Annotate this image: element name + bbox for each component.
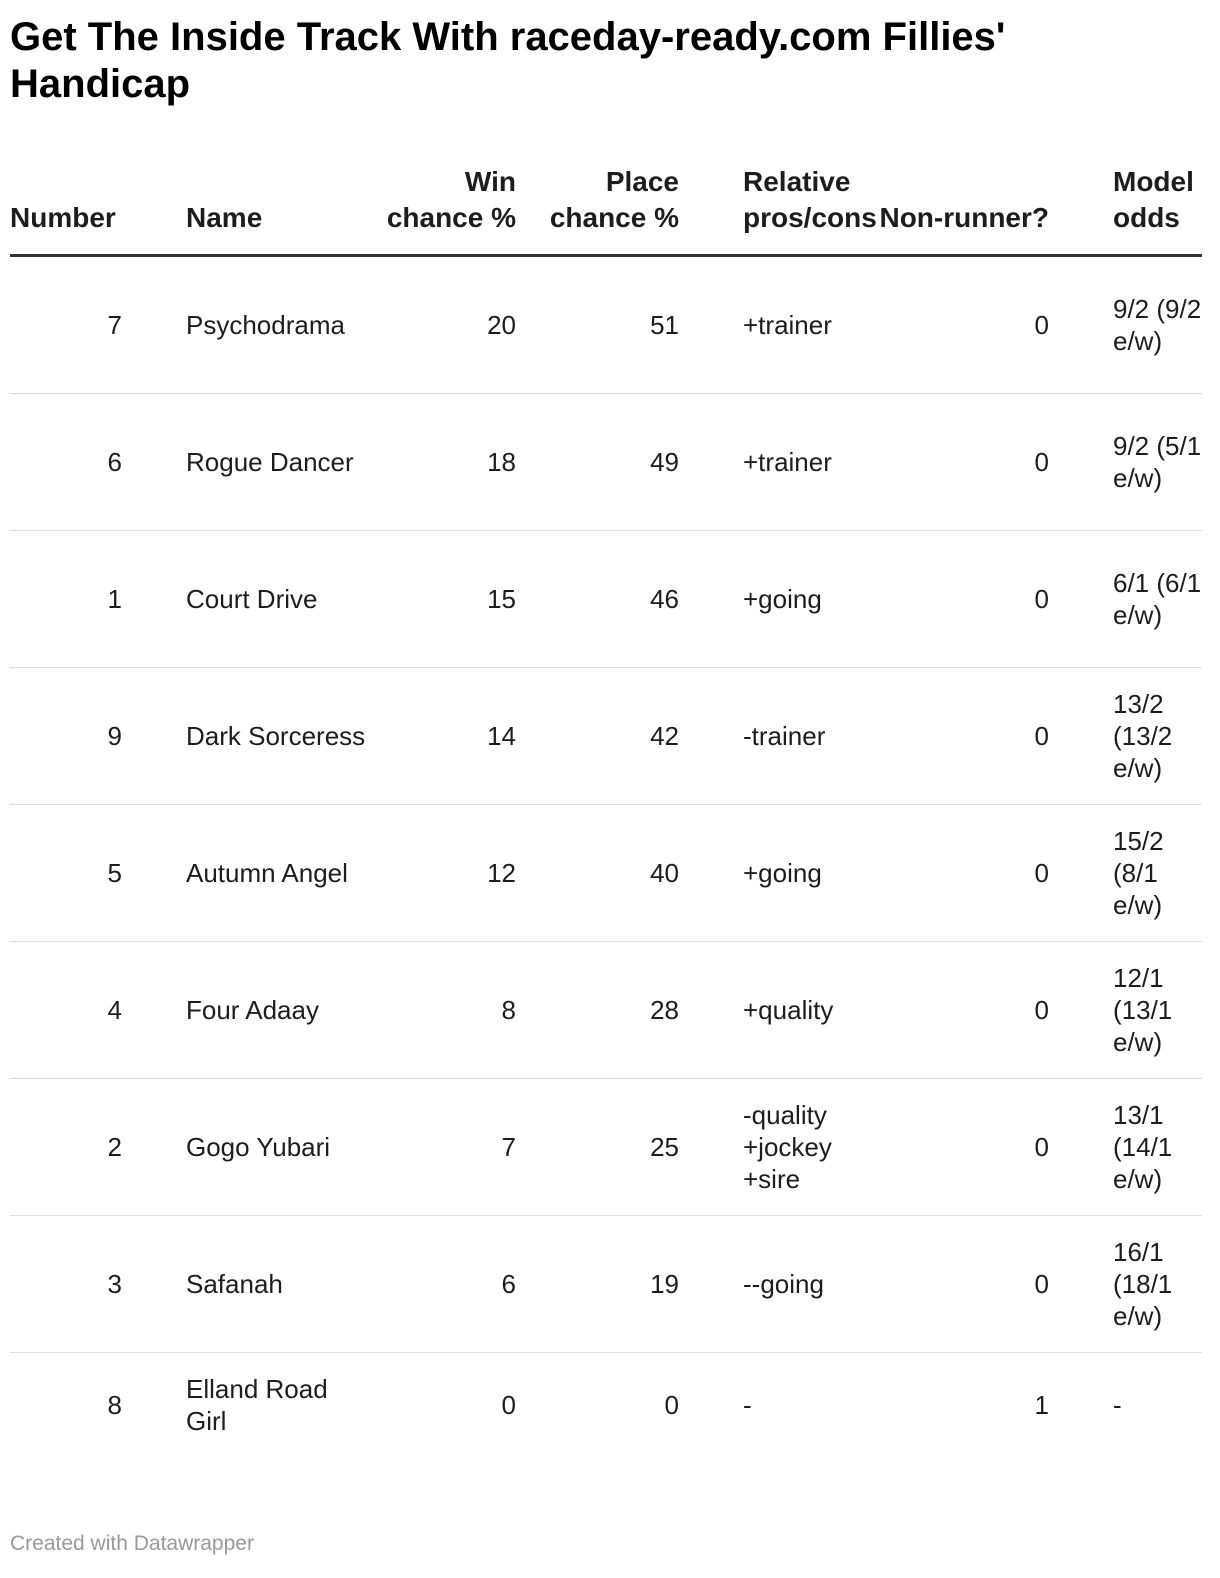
- cell-non-runner-text: 0: [1034, 1132, 1049, 1162]
- cell-name-text: Dark Sorceress: [186, 721, 366, 751]
- cell-model-odds: [1049, 1216, 1202, 1353]
- cell-model-odds: [1049, 805, 1202, 942]
- cell-number: [10, 1216, 176, 1353]
- cell-pros-cons-text: +quality: [743, 995, 834, 1025]
- cell-place-chance: [516, 942, 679, 1079]
- cell-pros-cons-text: -: [743, 1390, 752, 1420]
- column-header-pros-cons[interactable]: Relative pros/cons: [679, 150, 879, 256]
- cell-name-text: Elland Road Girl: [186, 1374, 328, 1436]
- cell-pros-cons: [679, 256, 879, 394]
- cell-win-chance: [366, 1216, 516, 1353]
- cell-non-runner-text: 0: [1034, 858, 1049, 888]
- column-header-model-odds[interactable]: Model odds: [1049, 150, 1202, 256]
- cell-place-chance-text: 0: [664, 1390, 679, 1420]
- cell-model-odds-text: 6/1 (6/1 e/w): [1113, 568, 1202, 630]
- cell-name-text: Court Drive: [186, 584, 318, 614]
- cell-win-chance: [366, 668, 516, 805]
- cell-number-text: 7: [107, 310, 122, 340]
- cell-pros-cons-text: +going: [743, 858, 822, 888]
- cell-place-chance-text: 28: [650, 995, 679, 1025]
- cell-model-odds: [1049, 531, 1202, 668]
- cell-name-text: Autumn Angel: [186, 858, 348, 888]
- cell-non-runner: [879, 394, 1049, 531]
- column-header-win-chance[interactable]: Win chance %: [366, 150, 516, 256]
- cell-number: [10, 1079, 176, 1216]
- cell-non-runner-text: 1: [1034, 1390, 1049, 1420]
- cell-win-chance: [366, 256, 516, 394]
- table-row: [10, 668, 1202, 805]
- cell-model-odds: [1049, 394, 1202, 531]
- table-row: [10, 1079, 1202, 1216]
- cell-win-chance: [366, 394, 516, 531]
- cell-model-odds-text: 16/1 (18/1 e/w): [1113, 1237, 1173, 1331]
- cell-non-runner: [879, 1353, 1049, 1458]
- table-row: [10, 256, 1202, 394]
- cell-win-chance-text: 18: [487, 447, 516, 477]
- cell-win-chance: [366, 1079, 516, 1216]
- cell-pros-cons: [679, 1216, 879, 1353]
- cell-name: [176, 1079, 366, 1216]
- cell-number: [10, 256, 176, 394]
- cell-name-text: Psychodrama: [186, 310, 345, 340]
- footer-credit: Created with Datawrapper: [10, 1532, 254, 1555]
- table-row: [10, 394, 1202, 531]
- cell-pros-cons-text: +trainer: [743, 310, 832, 340]
- cell-place-chance: [516, 256, 679, 394]
- cell-place-chance-text: 19: [650, 1269, 679, 1299]
- cell-number-text: 4: [107, 995, 122, 1025]
- cell-non-runner: [879, 1216, 1049, 1353]
- cell-place-chance-text: 40: [650, 858, 679, 888]
- cell-name-text: Rogue Dancer: [186, 447, 354, 477]
- cell-place-chance-text: 51: [650, 310, 679, 340]
- cell-pros-cons-text: +trainer: [743, 447, 832, 477]
- cell-model-odds: [1049, 668, 1202, 805]
- cell-name-text: Gogo Yubari: [186, 1132, 331, 1162]
- cell-model-odds: [1049, 942, 1202, 1079]
- cell-pros-cons: [679, 668, 879, 805]
- cell-win-chance-text: 8: [501, 995, 516, 1025]
- data-table: [10, 150, 1202, 1457]
- cell-number-text: 3: [107, 1269, 122, 1299]
- cell-number-text: 2: [107, 1132, 122, 1162]
- table-row: [10, 1353, 1202, 1458]
- cell-name: [176, 256, 366, 394]
- cell-number: [10, 394, 176, 531]
- cell-name-text: Safanah: [186, 1269, 283, 1299]
- cell-non-runner-text: 0: [1034, 447, 1049, 477]
- cell-model-odds-text: 15/2 (8/1 e/w): [1113, 826, 1164, 920]
- cell-place-chance: [516, 1079, 679, 1216]
- cell-non-runner: [879, 668, 1049, 805]
- cell-pros-cons: [679, 942, 879, 1079]
- cell-model-odds-text: 13/2 (13/2 e/w): [1113, 689, 1173, 783]
- table-row: [10, 531, 1202, 668]
- chart-title: Get The Inside Track With raceday-ready.com Fillies' Handicap: [10, 15, 1006, 106]
- cell-name: [176, 805, 366, 942]
- cell-number-text: 1: [107, 584, 122, 614]
- header-row: [10, 150, 1202, 256]
- cell-place-chance-text: 42: [650, 721, 679, 751]
- cell-non-runner-text: 0: [1034, 721, 1049, 751]
- cell-non-runner-text: 0: [1034, 584, 1049, 614]
- cell-number: [10, 1353, 176, 1458]
- cell-non-runner: [879, 1079, 1049, 1216]
- cell-number: [10, 531, 176, 668]
- cell-win-chance-text: 0: [501, 1390, 516, 1420]
- cell-place-chance: [516, 394, 679, 531]
- cell-place-chance: [516, 668, 679, 805]
- cell-non-runner-text: 0: [1034, 995, 1049, 1025]
- column-header-non-runner[interactable]: Non-runner?: [879, 150, 1049, 256]
- cell-win-chance: [366, 531, 516, 668]
- cell-non-runner: [879, 805, 1049, 942]
- table-row: [10, 942, 1202, 1079]
- column-header-number[interactable]: Number: [10, 150, 176, 256]
- cell-model-odds-text: 13/1 (14/1 e/w): [1113, 1100, 1173, 1194]
- cell-number: [10, 942, 176, 1079]
- cell-model-odds: [1049, 1079, 1202, 1216]
- cell-name: [176, 531, 366, 668]
- cell-non-runner: [879, 531, 1049, 668]
- cell-pros-cons: [679, 531, 879, 668]
- cell-win-chance-text: 20: [487, 310, 516, 340]
- cell-non-runner-text: 0: [1034, 1269, 1049, 1299]
- cell-name-text: Four Adaay: [186, 995, 319, 1025]
- cell-name: [176, 1353, 366, 1458]
- cell-win-chance-text: 12: [487, 858, 516, 888]
- cell-number-text: 6: [107, 447, 122, 477]
- cell-place-chance-text: 46: [650, 584, 679, 614]
- cell-name: [176, 942, 366, 1079]
- cell-pros-cons: [679, 1079, 879, 1216]
- column-header-name[interactable]: Name: [176, 150, 366, 256]
- cell-pros-cons: [679, 1353, 879, 1458]
- cell-pros-cons-text: +going: [743, 584, 822, 614]
- cell-place-chance: [516, 1216, 679, 1353]
- cell-win-chance-text: 7: [501, 1132, 516, 1162]
- cell-place-chance-text: 25: [650, 1132, 679, 1162]
- cell-model-odds-text: 9/2 (9/2 e/w): [1113, 294, 1202, 356]
- cell-name: [176, 394, 366, 531]
- cell-model-odds-text: -: [1113, 1390, 1122, 1420]
- cell-non-runner-text: 0: [1034, 310, 1049, 340]
- cell-win-chance: [366, 942, 516, 1079]
- cell-model-odds: [1049, 1353, 1202, 1458]
- cell-win-chance-text: 6: [501, 1269, 516, 1299]
- cell-number: [10, 668, 176, 805]
- cell-non-runner: [879, 256, 1049, 394]
- cell-non-runner: [879, 942, 1049, 1079]
- cell-number: [10, 805, 176, 942]
- cell-pros-cons-text: --going: [743, 1269, 824, 1299]
- cell-win-chance: [366, 805, 516, 942]
- cell-name: [176, 668, 366, 805]
- cell-pros-cons: [679, 805, 879, 942]
- cell-number-text: 8: [107, 1390, 122, 1420]
- cell-model-odds: [1049, 256, 1202, 394]
- cell-pros-cons-text: -quality +jockey +sire: [743, 1100, 832, 1194]
- cell-place-chance: [516, 1353, 679, 1458]
- cell-pros-cons: [679, 394, 879, 531]
- cell-place-chance-text: 49: [650, 447, 679, 477]
- cell-number-text: 9: [107, 721, 122, 751]
- cell-pros-cons-text: -trainer: [743, 721, 826, 751]
- cell-name: [176, 1216, 366, 1353]
- cell-win-chance-text: 14: [487, 721, 516, 751]
- cell-place-chance: [516, 805, 679, 942]
- cell-model-odds-text: 12/1 (13/1 e/w): [1113, 963, 1173, 1057]
- cell-model-odds-text: 9/2 (5/1 e/w): [1113, 431, 1202, 493]
- table-row: [10, 805, 1202, 942]
- column-header-place-chance[interactable]: Place chance %: [516, 150, 679, 256]
- table-row: [10, 1216, 1202, 1353]
- cell-place-chance: [516, 531, 679, 668]
- table-body: [10, 256, 1202, 1458]
- cell-win-chance: [366, 1353, 516, 1458]
- cell-number-text: 5: [107, 858, 122, 888]
- cell-win-chance-text: 15: [487, 584, 516, 614]
